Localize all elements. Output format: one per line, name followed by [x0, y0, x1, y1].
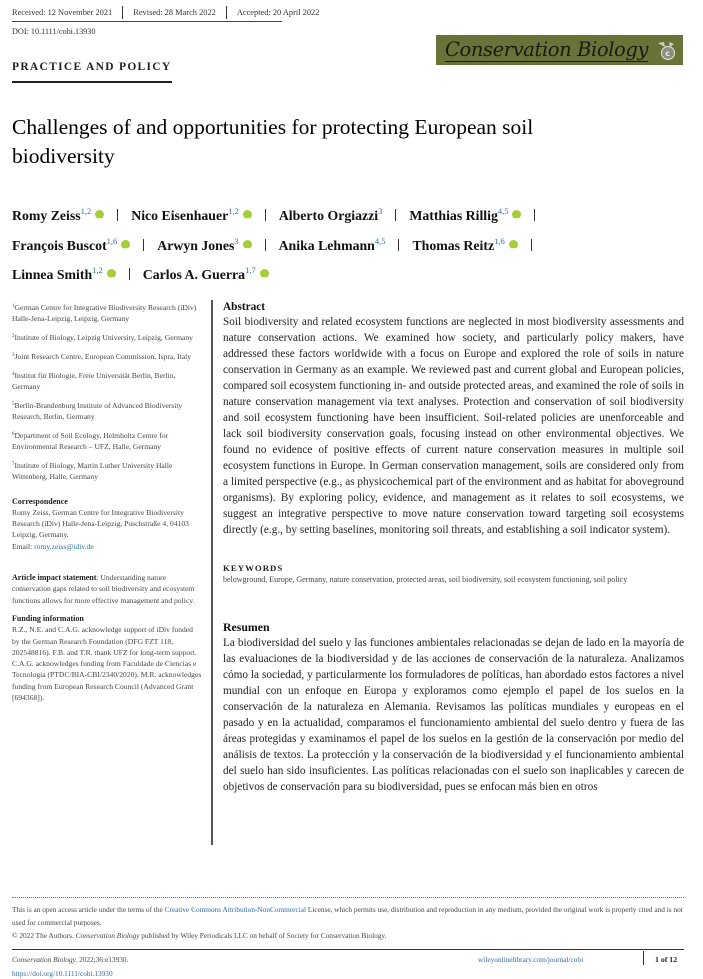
received-date: Received: 12 November 2021 [12, 8, 113, 17]
author-separator [265, 209, 266, 221]
header-rule [12, 21, 282, 22]
journal-logo[interactable] [436, 35, 683, 65]
footer-dotted-rule [12, 897, 684, 898]
author[interactable]: Arwyn Jones$^3$ iD [157, 229, 251, 259]
orcid-icon[interactable] [121, 240, 130, 249]
license-notice: This is an open access article under the terms of the Creative Commons Attribution-NonCommercial License, which permits use, distribution and reproduction in any medium, provided the original work is properly cited and is not used for commercial purposes. © 2022 The Authors. Conservation Biology published by Wiley Periodicals LLC on behalf of Society for Conservation Biology. [12, 905, 683, 940]
impact-heading: Article impact statement [12, 573, 97, 583]
svg-text:c: c [665, 49, 671, 58]
abstract-text: Soil biodiversity and related ecosystem functions are neglected in most biodiversity assessments and nature conservation actions. We examined how society, and particularly policy makers, have addressed these factors worldwide with a focus on Europe and explored the role of soils in nature conservation in Germany as an example. We reviewed past and current global and European policies, compared soil ecosystem functioning in- and outside protected areas, and examined the role of soils in nature conservation management via text analyses. Protection and conservation of soil biodiversity and soil ecosystem functioning have been insufficient. Soil-related policies are unenforceable and lack soil biodiversity conservation goals, focusing instead on other environmental objectives. We found no evidence of positive effects of current nature conservation measures in multiple soil ecosystem functions in Europe. In German conservation management, soils are considered only from a limited perspective (e.g., as physicochemical part of the environment and as habitat for aboveground organisms). By exploring policy, evidence, and management as it relates to soil ecosystems, we suggest an integrative perspective to move nature conservation toward targeting soil ecosystems directly (e.g., by setting baselines, monitoring soil threats, and establishing a soil indicator system). [223, 316, 684, 536]
affiliation: $^5$Berlin-Brandenburg Institute of Advanced Biodiversity Research, Berlin, Germany [12, 400, 183, 422]
author[interactable]: Carlos A. Guerra$^{1,7}$iD [143, 258, 269, 288]
orcid-icon[interactable] [243, 240, 252, 249]
keywords [223, 562, 684, 587]
resumen [223, 620, 684, 795]
author[interactable]: Alberto Orgiazzi$^3$ [278, 206, 383, 223]
affiliation: $^6$Department of Soil Ecology, Helmholtz Centre for Environmental Research – UFZ, Halle, Germany [12, 430, 169, 452]
column-divider [211, 300, 213, 845]
author[interactable]: François Buscot$^{1,6}$ iD [12, 229, 130, 259]
correspondence-text: Romy Zeiss, German Centre for Integrative Biodiversity Research (iDiv) Halle-Jena-Leipzig, Puschstraße 4, 04103 Leipzig, Germany. Email: romy.zeiss@idiv.de [12, 507, 189, 551]
citation: Conservation Biology. 2022;36:e13930. https://doi.org/10.1111/cobi.13930 [12, 955, 129, 978]
email-link[interactable]: romy.zeiss@idiv.de [34, 541, 94, 551]
article-title: Challenges of and opportunities for protecting European soil biodiversity [12, 115, 534, 168]
author-separator [129, 268, 130, 280]
keywords-heading: KEYWORDS [223, 563, 284, 573]
revised-date: Revised: 28 March 2022 [122, 6, 226, 19]
correspondence [12, 496, 202, 552]
journal-site-link[interactable]: wileyonlinelibrary.com/journal/cobi [478, 955, 584, 964]
author-separator [534, 209, 535, 221]
journal-logo-text: Conservation Biology [445, 37, 649, 61]
abstract-heading: Abstract [223, 301, 266, 313]
author[interactable]: Linnea Smith$^{1,2}$ iD [12, 258, 116, 288]
accepted-date: Accepted: 20 April 2022 [226, 6, 330, 19]
correspondence-heading: Correspondence [12, 496, 68, 506]
main-column [223, 300, 684, 795]
resumen-text: La biodiversidad del suelo y las funciones ambientales relacionadas se dejan de lado en la mayoría de las evaluaciones de la biodiversidad y de las acciones de conservación de la naturaleza. Analizamos cómo la sociedad, y particularmente los formuladores de políticas, han abordado estos factores a nivel mundial con un enfoque en Europa y exploramos como ejemplo el papel de los suelos en la conservación de la naturaleza en Alemania. Revisamos las políticas mundiales y europeas en el pasado y en la actualidad, comparamos el funcionamiento ambiental del suelo dentro y fuera de las áreas protegidas y examinamos el papel de los suelos en la gestión de la conservación por medio del análisis de textos. La protección y la conservación de la biodiversidad y el funcionamiento ambiental del suelo han sido insuficientes. Las políticas relacionadas con el suelo son inaplicables y carecen de objetivos de conservación para su biodiversidad, pues se enfocan más bien en otros [223, 636, 684, 793]
author[interactable]: Matthias Rillig$^{4,5}$iD [409, 199, 521, 229]
impact-text: : Understanding nature conservation gaps related to soil biodiversity and ecosystem functions allows for more effective management and policy. [12, 573, 195, 605]
author-separator [117, 209, 118, 221]
affiliation: $^1$German Centre for Integrative Biodiversity Research (iDiv) Halle-Jena-Leipzig, Leipzig, Germany [12, 303, 197, 324]
author[interactable]: Nico Eisenhauer$^{1,2}$ iD [131, 199, 252, 229]
affiliation: $^3$Joint Research Centre, European Commission, Ispra, Italy [12, 351, 192, 361]
affiliation: $^4$Institut für Biologie, Freie Universität Berlin, Berlin, Germany [12, 370, 176, 391]
author-separator [398, 239, 399, 251]
keywords-text: belowground, Europe, Germany, nature conservation, protected areas, soil biodiversity, soil ecosystem functioning, soil policy [223, 575, 628, 584]
author-separator [265, 239, 266, 251]
affiliation: $^2$Institute of Biology, Leipzig University, Leipzig, Germany [12, 333, 193, 343]
orcid-icon[interactable] [107, 269, 116, 278]
resumen-heading: Resumen [223, 619, 270, 634]
author-list [12, 199, 702, 288]
author-separator [143, 239, 144, 251]
author[interactable]: Thomas Reitz$^{1,6}$iD [412, 229, 517, 259]
article-dates [12, 4, 329, 21]
footer-separator [643, 951, 644, 965]
orcid-icon[interactable] [509, 240, 518, 249]
section-rule [12, 81, 172, 83]
funding-information [12, 613, 202, 703]
author-separator [395, 209, 396, 221]
funding-heading: Funding information [12, 613, 84, 623]
society-emblem-icon [655, 39, 677, 61]
section-label: PRACTICE AND POLICY [12, 61, 172, 73]
page-number: 1 of 12 [655, 955, 678, 964]
orcid-icon[interactable] [512, 210, 521, 219]
doi: DOI: 10.1111/cobi.13930 [12, 27, 96, 36]
author-separator [531, 239, 532, 251]
impact-statement [12, 572, 202, 606]
orcid-icon[interactable] [260, 269, 269, 278]
doi-link[interactable]: https://doi.org/10.1111/cobi.13930 [12, 969, 113, 978]
footer-rule [12, 949, 684, 950]
affiliation: $^7$Institute of Biology, Martin Luther University Halle Wittenberg, Halle, Germany [12, 460, 173, 482]
author[interactable]: Romy Zeiss$^{1,2}$ iD [12, 199, 104, 229]
author[interactable]: Anika Lehmann$^{4,5}$ [278, 235, 386, 253]
funding-text: R.Z., N.E. and C.A.G. acknowledge support of iDiv funded by the German Research Foundation (DFG FZT 118, 202548816). F.B. and T.R. thank UFZ for long-term support. C.A.G. acknowledges funding from Faculdade de Ciencias e Tecnologia (PTDC/BIA-CBI/2340/2020). M.R. acknowledges funding from European Research Council (Advanced Grant [694368]). [12, 625, 202, 703]
sidebar-info [12, 301, 202, 703]
license-link[interactable]: Creative Commons Attribution-NonCommercial [164, 905, 307, 914]
orcid-icon[interactable] [95, 210, 104, 219]
orcid-icon[interactable] [243, 210, 252, 219]
